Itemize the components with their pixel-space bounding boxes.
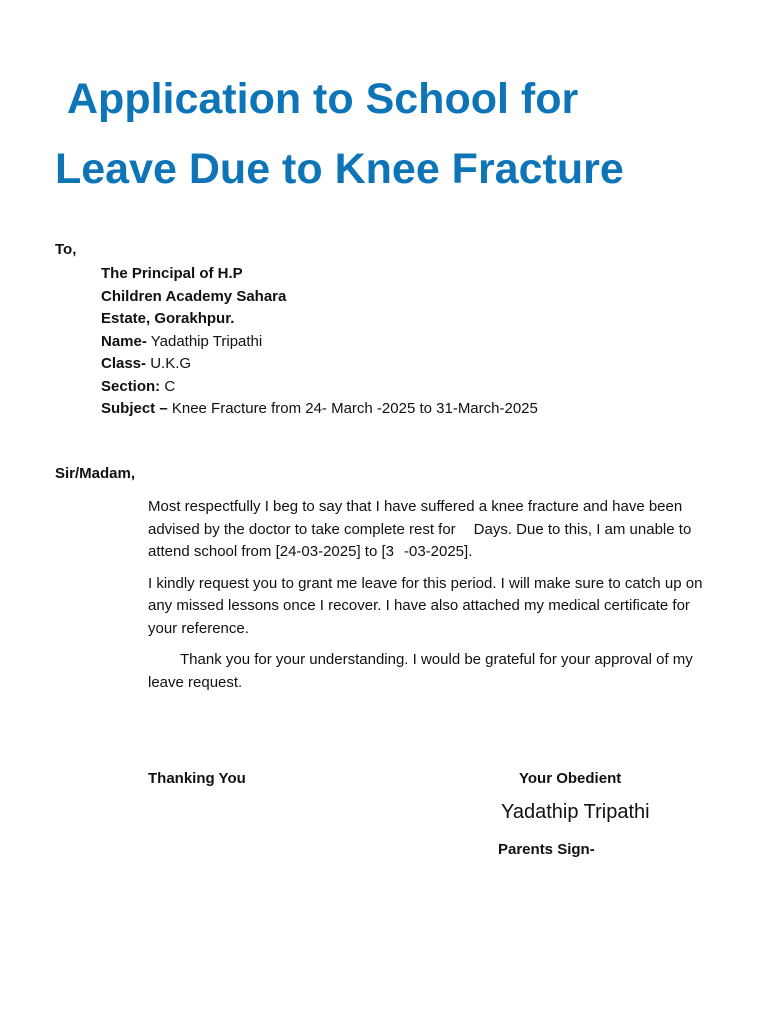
your-obedient: Your Obedient <box>519 770 622 787</box>
section-value: C <box>160 377 176 395</box>
section-label: Section: <box>101 377 161 395</box>
address-line-3: Estate, Gorakhpur. <box>101 310 235 327</box>
page-title <box>55 64 755 204</box>
address-line-2: Children Academy Sahara <box>101 287 287 305</box>
body-p1-part-a: Most respectfully I beg to say that I have suffered a knee fracture and have been advised by the doctor to take complete rest for <box>148 498 683 538</box>
to-label: To, <box>55 241 77 258</box>
body-paragraph-2: I kindly request you to grant me leave for this period. I will make sure to catch up on any missed lessons once I recover. I have also attached my medical certificate for your reference. <box>148 574 703 637</box>
subject-value: Knee Fracture from 24- March -2025 to 31-March-2025 <box>167 400 538 417</box>
body-paragraph-3: Thank you for your understanding. I would be grateful for your approval of my leave request. <box>148 651 693 691</box>
name-label: Name- <box>101 332 147 350</box>
thanking-you: Thanking You <box>148 770 246 787</box>
class-value: U.K.G <box>146 355 192 372</box>
signature-name: Yadathip Tripathi <box>501 801 650 823</box>
salutation: Sir/Madam, <box>55 465 136 482</box>
title-line-1: Application to School for <box>67 75 579 123</box>
title-line-2: Leave Due to Knee Fracture <box>55 145 624 193</box>
address-block <box>101 263 538 421</box>
class-label: Class- <box>101 355 147 372</box>
body-p1-part-c: -03-2025]. <box>403 543 473 560</box>
body-p1-part-b: Days. Due to this, I am unable to attend school from [24-03-2025] to [3 <box>148 520 692 560</box>
subject-row <box>101 398 538 421</box>
name-row <box>101 331 538 354</box>
subject-label: Subject – <box>101 400 168 417</box>
letter-body <box>148 496 708 703</box>
name-value: Yadathip Tripathi <box>146 332 263 350</box>
parents-sign: Parents Sign- <box>498 841 595 858</box>
body-paragraph-1 <box>148 496 708 564</box>
section-row <box>101 376 538 399</box>
class-row <box>101 353 538 376</box>
address-line-1: The Principal of H.P <box>101 265 243 282</box>
